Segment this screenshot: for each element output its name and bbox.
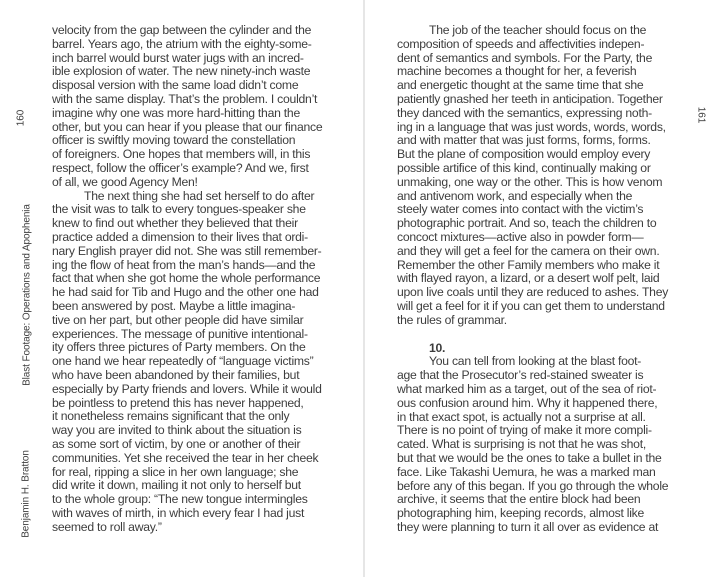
text-line: ous confusion around him. Why it happened there, <box>397 395 658 410</box>
text-line: archive, it seems that the entire block had been <box>397 492 641 507</box>
text-line: officer is swiftly moving toward the constellation <box>52 133 296 148</box>
text-line: respect, follow the officer’s example? And we, first <box>52 160 309 175</box>
text-line: as some sort of victim, by one or another of their <box>52 436 301 451</box>
book-author: Benjamin H. Bratton <box>20 450 32 538</box>
page-number-left: 160 <box>15 109 27 127</box>
text-line: be pointless to pretend this has never happened, <box>52 395 304 410</box>
text-line: will get a feel for it if you can get them to understand <box>397 298 665 313</box>
text-line: possible artifice of this kind, continually making or <box>397 160 651 175</box>
paragraph <box>52 190 362 535</box>
text-line: it nonetheless remains significant that the only <box>52 409 290 424</box>
text-line: fact that when she got home the whole performance <box>52 271 321 286</box>
text-line: Remember the other Family members who make it <box>397 257 660 272</box>
page-number-right: 161 <box>695 106 707 124</box>
text-line: ing the flow of heat from the man’s hands—and the <box>52 257 316 272</box>
text-line: he had said for Tib and Hugo and the other one had <box>52 285 319 300</box>
text-line: what marked him as a target, out of the sea of riot- <box>397 381 657 396</box>
paragraph <box>397 24 707 328</box>
text-line: for real, ripping a slice in her own language; she <box>52 464 299 479</box>
text-line: You can tell from looking at the blast foot- <box>429 354 642 369</box>
text-line: way you are invited to think about the situation is <box>52 423 302 438</box>
text-line: disposal version with the same load didn’t come <box>52 78 299 93</box>
text-line: knew to find out whether they believed that their <box>52 216 298 231</box>
text-line: they were planning to turn it all over as evidence at <box>397 519 659 534</box>
text-line: imagine why one was more hard-hitting than the <box>52 105 300 120</box>
text-line: composition of speeds and affectivities indepen- <box>397 36 645 51</box>
text-line: upon live coals until they are reduced to ashes. They <box>397 285 669 300</box>
page-right-text-column <box>397 24 707 535</box>
paragraph <box>397 355 707 534</box>
text-line: machine becomes a thought for her, a feverish <box>397 64 637 79</box>
text-line: but that we would be the ones to take a bullet in the <box>397 450 662 465</box>
text-line: who have been abandoned by their families, but <box>52 367 300 382</box>
text-line: ible explosion of water. The new ninety-inch waste <box>52 64 311 79</box>
text-line: experiences. The message of punitive intentional- <box>52 326 308 341</box>
page-gutter-divider <box>363 0 365 577</box>
text-line: ing in a language that was just words, words, words, <box>397 119 666 134</box>
text-line: steely water comes into contact with the victim’s <box>397 202 644 217</box>
text-line: The job of the teacher should focus on the <box>429 23 647 37</box>
text-line: and energetic thought at the same time that she <box>397 78 644 93</box>
text-line: photographing him, keeping records, almost like <box>397 506 645 521</box>
text-line: concoct mixtures—active also in powder form— <box>397 229 644 244</box>
text-line: the visit was to talk to every tongues-speaker she <box>52 202 306 217</box>
text-line: in that exact spot, is actually not a surprise at all. <box>397 409 646 424</box>
text-line: and with matter that was just forms, forms, forms. <box>397 133 651 148</box>
text-line: communities. Yet she received the tear in her cheek <box>52 450 319 465</box>
text-line: ity offers three pictures of Party members. On the <box>52 340 306 355</box>
text-line: seemed to roll away.” <box>52 519 162 534</box>
text-line: the rules of grammar. <box>397 312 507 327</box>
text-line: of all, we good Agency Men! <box>52 174 198 189</box>
text-line: did write it down, mailing it not only to herself but <box>52 478 301 493</box>
text-line: unmaking, one way or the other. This is how venom <box>397 174 663 189</box>
text-line: barrel. Years ago, the atrium with the eighty-some- <box>52 36 312 51</box>
text-line: tive on her part, but other people did have similar <box>52 312 304 327</box>
text-line: velocity from the gap between the cylinder and the <box>52 23 312 37</box>
text-line: they danced with the semantics, expressing noth- <box>397 105 652 120</box>
text-line: especially by Party friends and lovers. While it would <box>52 381 322 396</box>
book-title: Blast Footage: Operations and Apophenia <box>21 204 33 386</box>
text-line: and antivenom work, and especially when the <box>397 188 633 203</box>
text-line: But the plane of composition would employ every <box>397 147 651 162</box>
paragraph <box>52 24 362 190</box>
text-line: one hand we hear repeatedly of “language victims” <box>52 354 314 369</box>
text-line: been answered by post. Maybe a little imagina- <box>52 298 296 313</box>
text-line: nary English prayer did not. She was still remember- <box>52 243 322 258</box>
text-line: before any of this began. If you go through the whole <box>397 478 669 493</box>
text-line: cated. What is surprising is not that he was shot, <box>397 437 646 452</box>
text-line: The next thing she had set herself to do after <box>84 188 315 203</box>
text-line: other, but you can hear if you please that our finance <box>52 119 323 134</box>
text-line: inch barrel would burst water jugs with an incred- <box>52 50 304 65</box>
text-line: age that the Prosecutor’s red-stained sweater is <box>397 368 644 383</box>
text-line: of foreigners. One hopes that members will, in this <box>52 147 311 162</box>
text-line: There is no point of trying of make it more compli- <box>397 423 652 438</box>
text-line: face. Like Takashi Uemura, he was a marked man <box>397 464 656 479</box>
text-line: with flayed rayon, a lizard, or a desert wolf pelt, laid <box>397 271 660 286</box>
text-line: and they will get a feel for the camera on their own. <box>397 243 660 258</box>
page-left-text-column <box>52 24 362 534</box>
section-heading: 10. <box>429 340 446 355</box>
text-line: patiently gnashed her teeth in anticipation. Together <box>397 91 663 106</box>
text-line: with waves of mirth, in which every fear I had just <box>52 505 305 520</box>
text-line: photographic portrait. And so, teach the children to <box>397 216 657 231</box>
text-line: with the same display. That’s the problem. I couldn’t <box>52 91 318 106</box>
text-line: to the whole group: “The new tongue intermingles <box>52 492 308 507</box>
text-line: practice added a dimension to their lives that ordi- <box>52 229 308 244</box>
text-line: dent of semantics and symbols. For the Party, the <box>397 50 653 65</box>
